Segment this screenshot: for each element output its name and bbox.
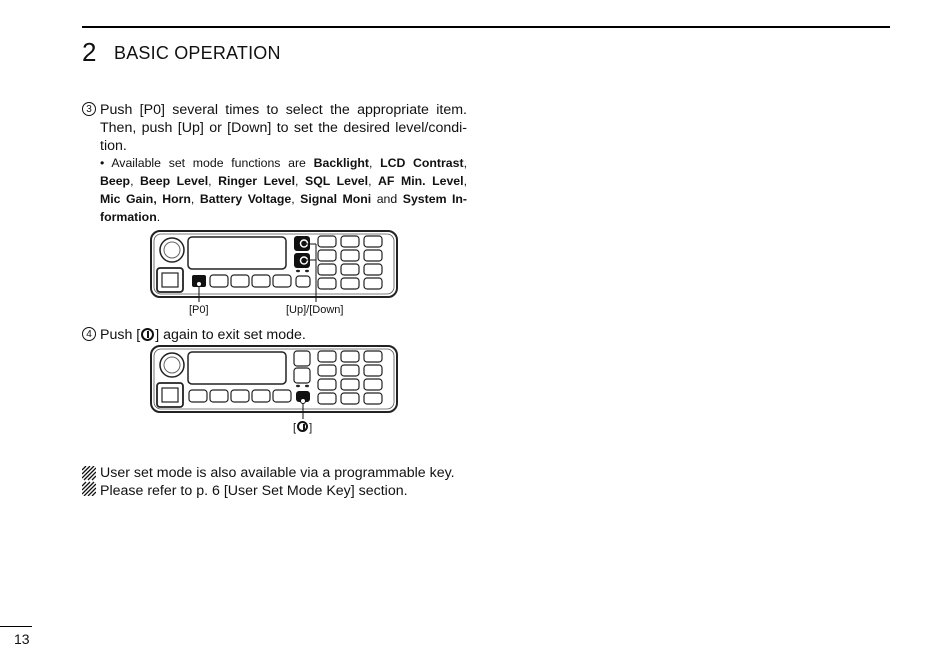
term-ringer-level: Ringer Level [218, 174, 296, 188]
callout-power [293, 420, 312, 434]
p4-key [273, 275, 291, 287]
bullet-line-3: Mic Gain, Horn, Battery Voltage, Signal Moni and System In- [100, 192, 468, 206]
p1-key [210, 275, 228, 287]
power-key [296, 276, 310, 287]
callout-up-down: [Up]/[Down] [286, 304, 344, 316]
term-system-information-2: formation [100, 210, 157, 224]
step-4-marker: 4 [82, 327, 96, 341]
page-number: 13 [14, 631, 30, 647]
bullet-lead: Available set mode functions are [111, 156, 306, 170]
step-3-line-2: Then, push [Up] or [Down] to set the desired level/condi- [100, 120, 467, 136]
radio-panel-figure-2 [148, 343, 400, 435]
lcd-display [188, 352, 286, 384]
section-number: 2 [82, 37, 97, 67]
term-system-information-1: System In- [402, 192, 468, 206]
p3-key [252, 275, 270, 287]
functions-bullet [100, 154, 467, 226]
step-3 [82, 101, 467, 155]
callout-power-open: [ [293, 422, 297, 434]
step-4-text-before: Push [ [100, 327, 141, 343]
step-3-line-1: Push [P0] several times to select the appropriate item. [100, 102, 467, 118]
mic-connector-icon [157, 268, 183, 292]
power-icon [297, 421, 308, 432]
step-3-line-3: tion. [100, 138, 127, 154]
step-4-text-after: ] again to exit set mode. [155, 327, 306, 343]
callout-p0: [P0] [189, 304, 209, 316]
bullet-line-4: formation. [100, 210, 161, 224]
lcd-display [188, 237, 286, 269]
term-beep: Beep [100, 174, 131, 188]
radio-panel-figure-1 [148, 228, 400, 324]
term-signal-moni: Signal Moni [300, 192, 372, 206]
step-3-marker: 3 [82, 102, 96, 116]
bullet-symbol: • [100, 156, 105, 170]
volume-knob-icon [160, 238, 184, 262]
bullet-and: and [376, 192, 398, 206]
term-af-min-level: AF Min. Level [378, 174, 464, 188]
bullet-line-2: Beep, Beep Level, Ringer Level, SQL Level, AF Min. Level, [100, 174, 467, 188]
callout-power-close: ] [309, 422, 313, 434]
diagonal-hatch-note-icon [82, 466, 96, 496]
note-line-1: User set mode is also available via a programmable key. [100, 465, 455, 481]
note-text [100, 464, 470, 500]
down-key [294, 368, 310, 383]
step-4 [82, 326, 467, 344]
term-sql-level: SQL Level [305, 174, 369, 188]
term-beep-level: Beep Level [140, 174, 209, 188]
p2-key [231, 275, 249, 287]
volume-knob-icon [160, 353, 184, 377]
header-rule [82, 26, 890, 28]
term-battery-voltage: Battery Voltage [199, 192, 292, 206]
mic-connector-icon [157, 383, 183, 407]
term-mic-gain-horn: Mic Gain, Horn [100, 192, 191, 206]
note-line-2: Please refer to p. 6 [User Set Mode Key] section. [100, 483, 408, 499]
term-backlight: Backlight [313, 156, 369, 170]
bullet-line-1: • Available set mode functions are Backlight, LCD Contrast, [100, 156, 467, 170]
term-lcd-contrast: LCD Contrast [380, 156, 464, 170]
section-title: BASIC OPERATION [114, 43, 281, 63]
page-number-rule [0, 626, 32, 627]
power-icon [141, 328, 154, 341]
up-key [294, 351, 310, 366]
